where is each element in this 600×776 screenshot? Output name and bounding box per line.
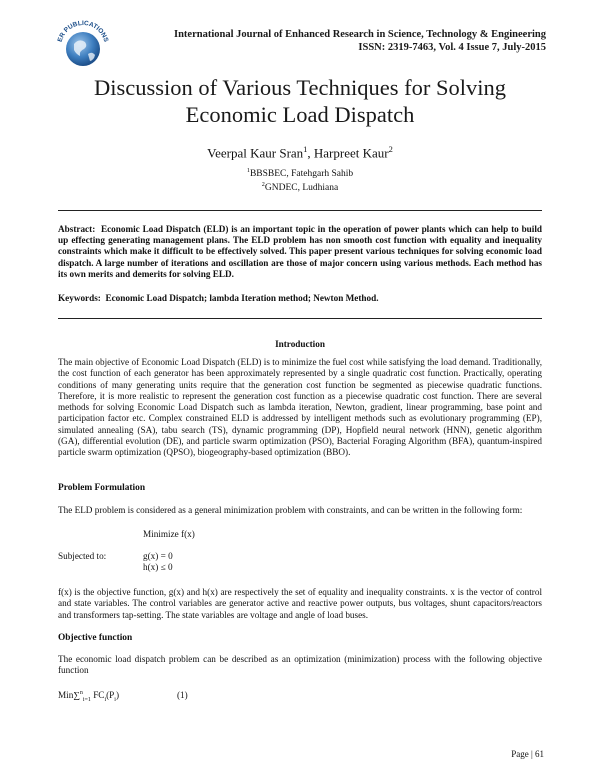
eq-sum-upper: n [79, 690, 83, 696]
author-1: Veerpal Kaur Sran [207, 145, 304, 161]
journal-header [174, 28, 546, 54]
keywords [58, 293, 542, 303]
publisher-logo [52, 14, 114, 76]
abstract-text: Economic Load Dispatch (ELD) is an important topic in the operation of power plants which can help to build up effecting generating management plans. The ELD problem has non smooth cost function with equality and inequality constraints which make it difficult to be effectively solved. This paper present various techniques for solving economic load dispatch. A large number of iterations and oscillation are those of major concern using various methods. Each method has its own merits and demerits for solving ELD. [58, 224, 543, 279]
minimize-equation: Minimize f(x) [143, 529, 195, 539]
divider-top [58, 210, 542, 211]
eq-fc-sub: i [104, 696, 107, 703]
objective-equation [58, 690, 119, 703]
affiliation-2-sup: 2 [261, 182, 265, 189]
journal-name: International Journal of Enhanced Research in Science, Technology & Engineering [174, 29, 546, 40]
problem-formulation-explanation: f(x) is the objective function, g(x) and h(x) are respectively the set of equality and inequality constraints. x is the vector of control and state variables. The control variables are generator active and reactive power outputs, bus voltages, shunt capacitors/reactors and transformers tap-setting. The state variables are voltage and angle of load buses. [58, 587, 542, 620]
title-line-1: Discussion of Various Techniques for Solving [94, 75, 506, 100]
equation-number: (1) [177, 690, 188, 700]
objective-function-heading: Objective function [58, 633, 133, 643]
objective-function-text: The economic load dispatch problem can be described as an optimization (minimization) process with the following objective function [58, 654, 542, 676]
problem-formulation-text: The ELD problem is considered as a general minimization problem with constraints, and can be written in the following form: [58, 505, 523, 515]
logo-text: ER PUBLICATIONS [56, 19, 110, 43]
constraint-inequality: h(x) ≤ 0 [143, 562, 173, 572]
eq-min: Min [58, 690, 74, 701]
author-1-sup: 1 [303, 144, 308, 154]
affiliation-2-text: GNDEC, Ludhiana [264, 183, 339, 194]
paper-title [40, 74, 560, 128]
affiliation-1 [40, 166, 560, 180]
eq-p: (P [106, 690, 115, 701]
eq-close: ) [115, 690, 120, 701]
author-2: Harpreet Kaur [313, 145, 389, 161]
author-2-sup: 2 [388, 144, 393, 154]
eq-p-sub: i [114, 696, 116, 703]
eq-fc: FC [90, 690, 105, 701]
author-separator: , [307, 145, 314, 161]
authors [40, 144, 560, 161]
constraint-equality: g(x) = 0 [143, 551, 173, 561]
affiliations [40, 166, 560, 194]
journal-issn: ISSN: 2319-7463, Vol. 4 Issue 7, July-2015 [358, 42, 546, 53]
title-line-2: Economic Load Dispatch [185, 102, 415, 127]
affiliation-1-text: BBSBEC, Fatehgarh Sahib [249, 169, 354, 180]
affiliation-1-sup: 1 [246, 168, 250, 174]
affiliation-2 [40, 180, 560, 194]
keywords-label: Keywords: [58, 293, 101, 303]
abstract [58, 224, 542, 280]
eq-sum-lower: i=1 [82, 696, 91, 703]
page-number: Page | 61 [511, 749, 544, 759]
abstract-label: Abstract: [58, 224, 96, 234]
subjected-label: Subjected to: [58, 551, 107, 561]
problem-formulation-heading: Problem Formulation [58, 483, 146, 493]
divider-bottom [58, 318, 542, 319]
introduction-heading: Introduction [275, 339, 325, 349]
keywords-text: Economic Load Dispatch; lambda Iteration method; Newton Method. [105, 293, 379, 303]
introduction-text: The main objective of Economic Load Dispatch (ELD) is to minimize the fuel cost while satisfying the load demand. Traditionally, the cost function of each generator has been approximately represented by a single quadratic cost function. Practically, operating conditions of many generating units require that the generation cost function be segmented as piecewise quadratic functions. Therefore, it is more realistic to represent the generation cost function as a piecewise quadratic cost function. There are several methods for solving Economic Load Dispatch such as lambda iteration, Newton, gradient, linear programming, base point and participation factor etc. Complex constrained ELD is addressed by intelligent methods such as evolutionary programming (EP), simulated annealing (SA), tabu search (TS), dynamic programming (DP), Hopfield neural network (HNN), genetic algorithm (GA), differential evolution (DE), and particle swarm optimization (PSO), Bacterial Foraging Algorithm (BFA), quantum-inspired particle swarm optimization (QPSO), biogeography-based optimization (BBO). [58, 357, 542, 458]
sum-icon: ∑ [73, 690, 80, 701]
